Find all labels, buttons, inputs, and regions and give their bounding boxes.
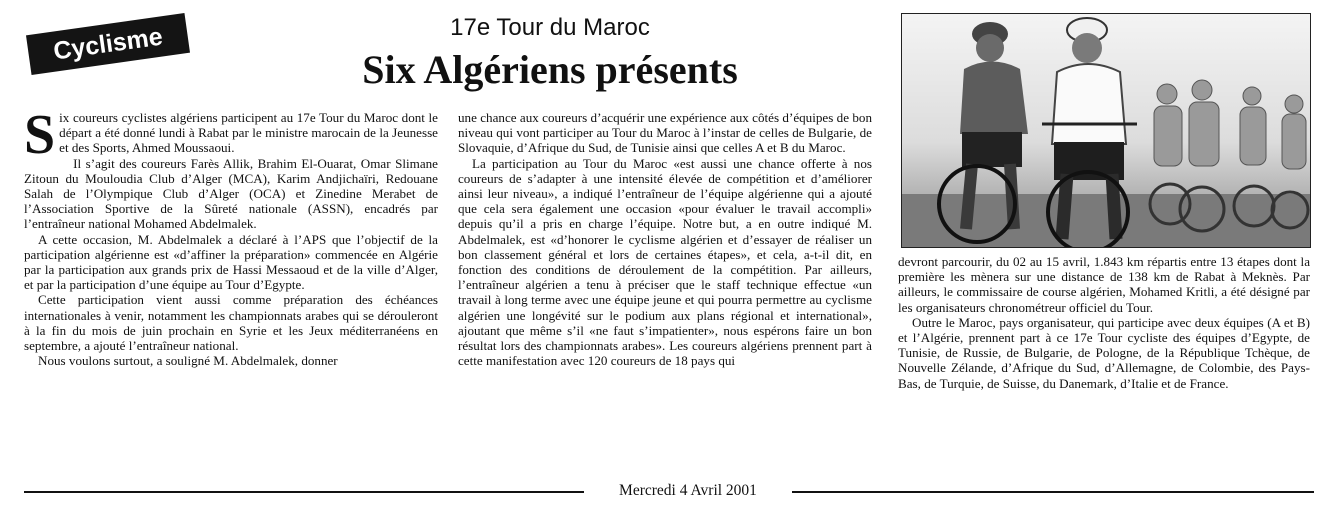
article-column-1 xyxy=(24,104,438,369)
footer-rule-left xyxy=(24,491,584,493)
paragraph: une chance aux coureurs d’acquérir une expérience aux côtés d’équipes de bon niveau qui vont participer au Tour du Maroc à l’instar de celles de Bulgarie, de Slovaquie, d’Afrique du Sud, de Tunisie ainsi que celles A et B du Maroc. xyxy=(458,110,872,156)
paragraph: A cette occasion, M. Abdelmalek a déclaré à l’APS que l’objectif de la participation algérienne est «d’affiner la préparation» commencée en Algérie par la participation aux grands prix de Hassi Messaoud et de la ville d’Alger, et par la participation d’une équipe au Tour d’Egypte. xyxy=(24,231,438,293)
section-label xyxy=(26,13,190,75)
paragraph: Cette participation vient aussi comme préparation des échéances internationales à venir, notamment les championnats arabes qui se dérouleront à la fin du mois de juin prochain en Syrie et les Jeux méditerranéens en septembre, a ajouté l’entraîneur national. xyxy=(24,292,438,354)
paragraph: La participation au Tour du Maroc «est aussi une chance offerte à nos coureurs de s’adapter à une intensité élevée de compétition et d’améliorer ainsi leur niveau», a indiqué l’entraîneur de l’équipe algérienne qui a ajouté que cela sera également une occasion «pour évaluer le travail accompli» depuis qu’il a pris en charge l’équipe. Notre but, a en outre indiqué M. Abdelmalek, est «d’honorer le cyclisme algérien et d’essayer de réaliser un bon classement général et lors de certaines étapes», et cela, a-t-il dit, en fonction des conditions de déroulement de la compétition. Par ailleurs, l’entraîneur algérien a tenu à préciser que le staff technique effectue «un travail à long terme avec une équipe jeune et qui pourra permettre au cyclisme algérien une longévité sur le podium aux plans régional et international», ajoutant que même s’il «ne faut s’impatienter», nous espérons faire un bon résultat lors des championnats arabes». Les coureurs algériens prennent part à cette manifestation avec 120 coureurs de 18 pays qui xyxy=(458,155,872,369)
cyclists-photo-image xyxy=(902,14,1310,247)
footer-rule-right xyxy=(792,491,1314,493)
article-column-2 xyxy=(458,110,872,368)
paragraph: Outre le Maroc, pays organisateur, qui participe avec deux équipes (A et B) et l’Algérie, prennent part à ce 17e Tour cycliste des équipes d’Egypte, de Tunisie, de Russie, de Bulgarie, de Pologne, de la République Tchèque, de Nouvelle Zélande, d’Afrique du Sud, d’Allemagne, de Colombie, des Pays-Bas, de Turquie, de Suisse, du Danemark, d’Italie et de France. xyxy=(898,314,1310,391)
drop-cap: S xyxy=(24,104,56,166)
article-column-3 xyxy=(898,254,1310,391)
paragraph: Nous voulons surtout, a souligné M. Abdelmalek, donner xyxy=(38,353,338,369)
headline: Six Algériens présents xyxy=(362,47,738,92)
paragraph: Il s’agit des coureurs Farès Allik, Brahim El-Ouarat, Omar Slimane Zitoun du Mouloudia Club d’Alger (MCA), Karim Andjichaïri, Redouane Salah de l’Olympique Club d’Alger (OCA) et Zinedine Merabet de l’Association Sportive de la Sûreté nationale (ASSN), encadrés par l’entraîneur national Mohamed Abdelmalek. xyxy=(24,155,438,232)
cyclists-photo xyxy=(901,13,1311,248)
paragraph: devront parcourir, du 02 au 15 avril, 1.843 km répartis entre 13 étapes dont la première les mènera sur une distance de 138 km de Rabat à Meknès. Par ailleurs, le commissaire de course algérien, Mohamed Kritli, a été désigné par les organisateurs chronométreur officiel du Tour. xyxy=(898,254,1310,315)
footer-date: Mercredi 4 Avril 2001 xyxy=(588,482,788,500)
kicker: 17e Tour du Maroc xyxy=(450,14,650,41)
paragraph xyxy=(24,104,438,166)
paragraph-text: ix coureurs cyclistes algériens participent au 17e Tour du Maroc dont le départ a été donné lundi à Rabat par le ministre marocain de la Jeunesse et des Sports, Ahmed Moussaoui. xyxy=(59,110,438,156)
section-label-text: Cyclisme xyxy=(51,22,165,66)
